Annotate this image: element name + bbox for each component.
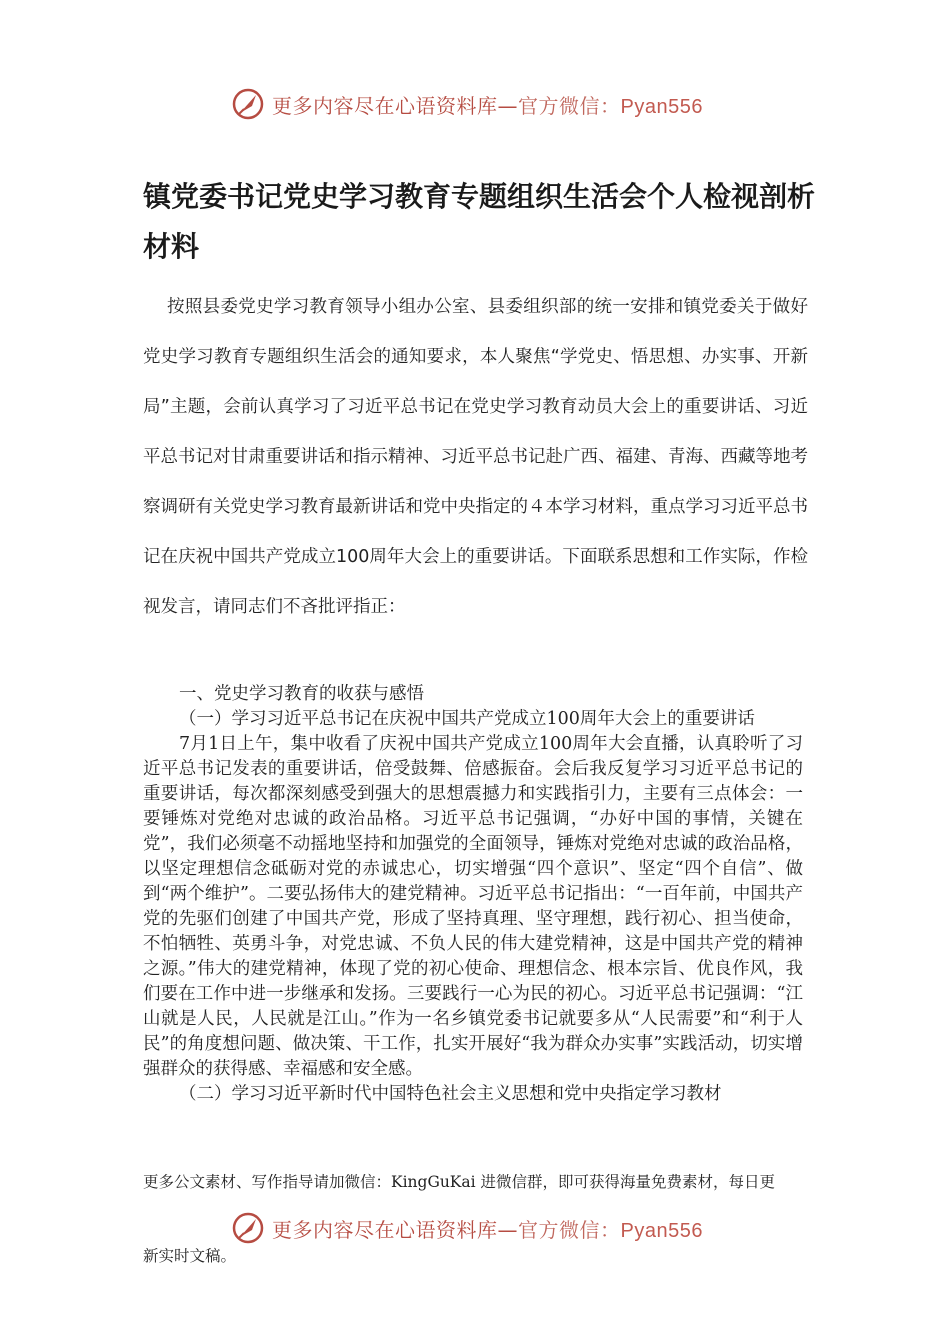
banner-text bbox=[272, 90, 703, 119]
subsection-heading: （一）学习习近平总书记在庆祝中国共产党成立100周年大会上的重要讲话 bbox=[179, 709, 755, 729]
footer-banner bbox=[230, 1206, 703, 1250]
banner-separator: — bbox=[497, 1217, 518, 1242]
banner-main-text: 更多内容尽在心语资料库 bbox=[272, 93, 498, 118]
body-paragraph: 7月1日上午，集中收看了庆祝中国共产党成立100周年大会直播，认真聆听了习近平总书记发表的重要讲话，倍受鼓舞、倍感振奋。会后我反复学习习近平总书记的重要讲话，每次都深刻感受到强大的思想震撼力和实践指引力，主要有三点体会：一要锤炼对党绝对忠诚的政治品格。习近平总书记强调，“办好中国的事情，关键在党”，我们必须毫不动摇地坚持和加强党的全面领导，锤炼对党绝对忠诚的政治品格，以坚定理想信念砥砺对党的赤诚忠心，切实增强“四个意识”、坚定“四个自信”、做到“两个维护”。二要弘扬伟大的建党精神。习近平总书记指出：“一百年前，中国共产党的先驱们创建了中国共产党，形成了坚持真理、坚守理想，践行初心、担当使命，不怕牺牲、英勇斗争，对党忠诚、不负人民的伟大建党精神，这是中国共产党的精神之源。”伟大的建党精神，体现了党的初心使命、理想信念、根本宗旨、优良作风，我们要在工作中进一步继承和发扬。三要践行一心为民的初心。习近平总书记强调：“江山就是人民，人民就是江山。”作为一名乡镇党委书记就要多从“人民需要”和“利于人民”的角度想问题、做决策、干工作，扎实开展好“我为群众办实事”实践活动，切实增强群众的获得感、幸福感和安全感。 bbox=[143, 734, 803, 1079]
intro-paragraph: 按照县委党史学习教育领导小组办公室、县委组织部的统一安排和镇党委关于做好党史学习教育专题组织生活会的通知要求，本人聚焦“学党史、悟思想、办实事、开新局”主题，会前认真学习了习近平总书记在党史学习教育动员大会上的重要讲话、习近平总书记对甘肃重要讲话和指示精神、习近平总书记赴广西、福建、青海、西藏等地考察调研有关党史学习教育最新讲话和党中央指定的４本学习材料，重点学习习近平总书记在庆祝中国共产党成立100周年大会上的重要讲话。下面联系思想和工作实际，作检视发言，请同志们不吝批评指正： bbox=[143, 297, 808, 617]
subsection-heading-2: （二）学习习近平新时代中国特色社会主义思想和党中央指定学习教材 bbox=[179, 1084, 722, 1104]
quill-logo-icon bbox=[230, 86, 266, 122]
document-body bbox=[143, 682, 803, 1107]
banner-wechat-id: Pyan556 bbox=[620, 1219, 703, 1242]
banner-main-text: 更多内容尽在心语资料库 bbox=[272, 1217, 498, 1242]
footer-note: 更多公文素材、写作指导请加微信：KingGuKai 进微信群，即可获得海量免费素材，每日更 bbox=[143, 1173, 776, 1191]
banner-wechat-id: Pyan556 bbox=[620, 95, 703, 118]
banner-wechat-label: 官方微信： bbox=[518, 93, 621, 118]
header-banner bbox=[230, 82, 703, 126]
document-title: 镇党委书记党史学习教育专题组织生活会个人检视剖析材料 bbox=[143, 180, 816, 263]
banner-text bbox=[272, 1214, 703, 1243]
section-heading: 一、党史学习教育的收获与感悟 bbox=[179, 684, 424, 704]
banner-wechat-label: 官方微信： bbox=[518, 1217, 621, 1242]
banner-separator: — bbox=[497, 93, 518, 118]
footer-note-tail: 新实时文稿。 bbox=[143, 1247, 237, 1265]
quill-logo-icon bbox=[230, 1210, 266, 1246]
